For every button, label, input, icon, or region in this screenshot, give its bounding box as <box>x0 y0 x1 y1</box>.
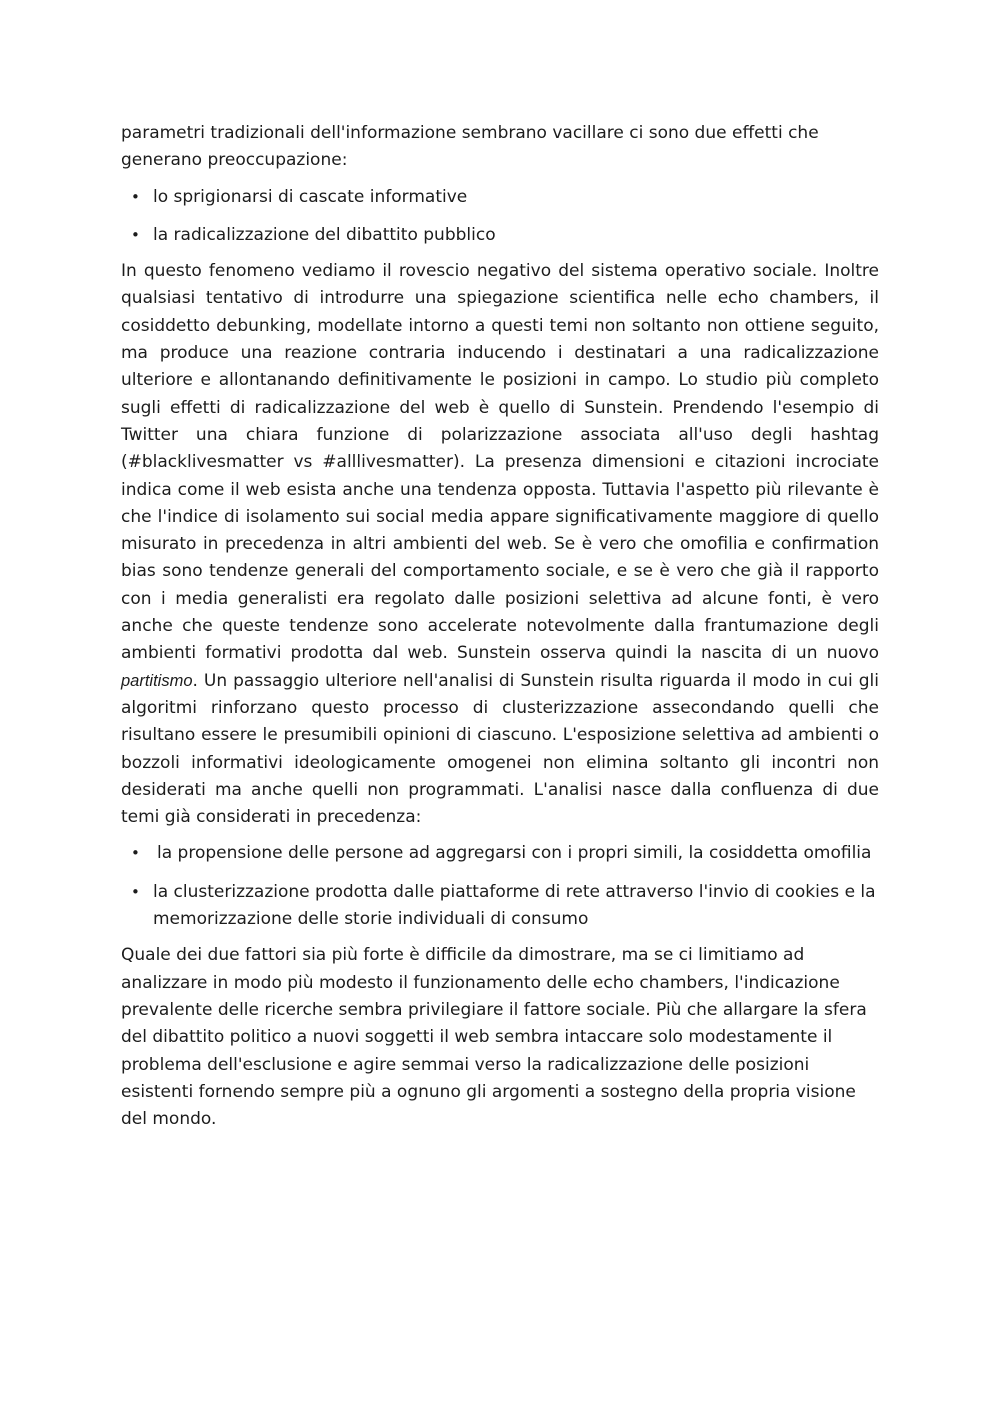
list-item <box>121 879 879 934</box>
list-item-text: la radicalizzazione del dibattito pubblico <box>153 224 496 245</box>
list-item <box>121 840 879 867</box>
bullet-icon: • <box>131 225 140 244</box>
document-body <box>121 120 879 1133</box>
final-paragraph: Quale dei due fattori sia più forte è difficile da dimostrare, ma se ci limitiamo ad analizzare in modo più modesto il funzionamento delle echo chambers, l'indicazione prevalente delle ricerche sembra privilegiare il fattore sociale. Più che allargare la sfera del dibattito politico a nuovi soggetti il web sembra intaccare solo modestamente il problema dell'esclusione e agire semmai verso la radicalizzazione delle posizioni esistenti fornendo sempre più a ognuno gli argomenti a sostegno della propria visione del mondo. <box>121 945 867 1130</box>
bullet-icon: • <box>131 187 140 206</box>
bullet-icon: • <box>131 844 140 863</box>
list-item <box>121 222 879 249</box>
intro-paragraph: parametri tradizionali dell'informazione sembrano vacillare ci sono due effetti che generano preoccupazione: <box>121 123 819 171</box>
bullet-icon: • <box>131 882 140 901</box>
italic-term: partitismo <box>121 671 193 690</box>
list-item-text: la clusterizzazione prodotta dalle piattaforme di rete attraverso l'invio di cookies e la memorizzazione delle storie individuali di consumo <box>153 881 876 930</box>
effects-list <box>121 184 879 250</box>
main-paragraph-text-continued: . Un passaggio ulteriore nell'analisi di Sunstein risulta riguarda il modo in cui gli algoritmi rinforzano questo processo di clusterizzazione assecondando quelli che risultano essere le presumibili opinioni di ciascuno. L'esposizione selettiva ad ambienti o bozzoli informativi ideologicamente omogenei non elimina soltanto gli incontri non desiderati ma anche quelli non programmati. L'analisi nasce dalla confluenza di due temi già considerati in precedenza: <box>121 670 879 828</box>
factors-list <box>121 840 879 933</box>
list-item-text: la propensione delle persone ad aggregarsi con i propri simili, la cosiddetta omofilia <box>157 843 872 864</box>
list-item-text: lo sprigionarsi di cascate informative <box>153 186 468 207</box>
main-paragraph-text: In questo fenomeno vediamo il rovescio negativo del sistema operativo sociale. Inoltre qualsiasi tentativo di introdurre una spiegazione scientifica nelle echo chambers, il cosiddetto debunking, modellate intorno a questi temi non soltanto non ottiene seguito, ma produce una reazione contraria inducendo i destinatari a una radicalizzazione ulteriore e allontanando definitivamente le posizioni in campo. Lo studio più completo sugli effetti di radicalizzazione del web è quello di Sunstein. Prendendo l'esempio di Twitter una chiara funzione di polarizzazione associata all'uso degli hashtag (#blacklivesmatter vs #alllivesmatter). La presenza dimensioni e citazioni incrociate indica come il web esista anche una tendenza opposta. Tuttavia l'aspetto più rilevante è che l'indice di isolamento sui social media appare significativamente maggiore di quello misurato in precedenza in altri ambienti del web. Se è vero che omofilia e confirmation bias sono tendenze generali del comportamento sociale, e se è vero che già il rapporto con i media generalisti era regolato dalle posizioni selettiva ad alcune fonti, è vero anche che queste tendenze sono accelerate notevolmente dalla frantumazione degli ambienti formativi prodotta dal web. Sunstein osserva quindi la nascita di un nuovo <box>121 261 879 664</box>
list-item <box>121 184 879 211</box>
main-paragraph <box>121 258 879 831</box>
